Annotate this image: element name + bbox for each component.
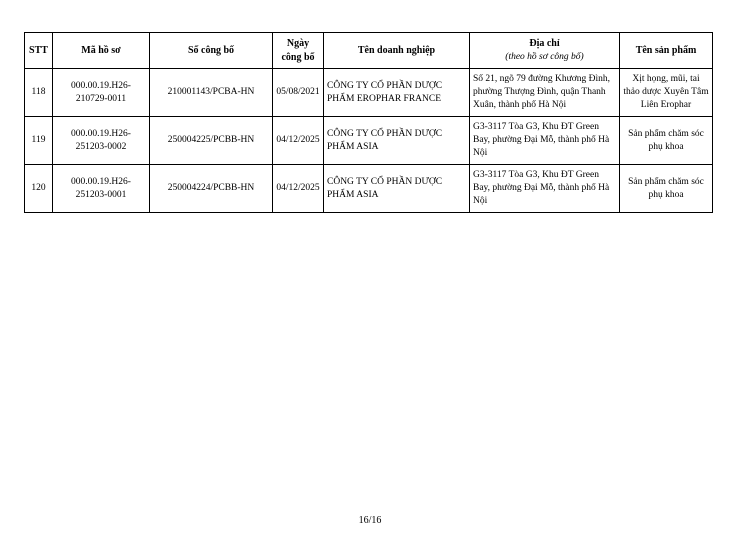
cell-ten-san-pham: Sản phẩm chăm sóc phụ khoa <box>620 165 713 213</box>
cell-ma-ho-so: 000.00.19.H26-210729-0011 <box>53 69 150 117</box>
cell-stt: 118 <box>25 69 53 117</box>
header-so-cong-bo: Số công bố <box>150 33 273 69</box>
header-ten-san-pham: Tên sản phẩm <box>620 33 713 69</box>
cell-ten-san-pham: Sản phẩm chăm sóc phụ khoa <box>620 117 713 165</box>
header-ma-ho-so: Mã hồ sơ <box>53 33 150 69</box>
header-ten-doanh-nghiep: Tên doanh nghiệp <box>324 33 470 69</box>
table-row <box>25 117 713 165</box>
cell-ngay-cong-bo: 04/12/2025 <box>273 117 324 165</box>
page-number: 16/16 <box>358 515 382 526</box>
cell-ma-ho-so: 000.00.19.H26-251203-0001 <box>53 165 150 213</box>
cell-so-cong-bo: 210001143/PCBA-HN <box>150 69 273 117</box>
table-row <box>25 165 713 213</box>
cell-so-cong-bo: 250004224/PCBB-HN <box>150 165 273 213</box>
cell-ma-ho-so: 000.00.19.H26-251203-0002 <box>53 117 150 165</box>
cell-so-cong-bo: 250004225/PCBB-HN <box>150 117 273 165</box>
cell-ngay-cong-bo: 04/12/2025 <box>273 165 324 213</box>
cell-dia-chi: Số 21, ngõ 79 đường Khương Đình, phường Thượng Đình, quận Thanh Xuân, thành phố Hà Nội <box>470 69 620 117</box>
table-header-row <box>25 33 713 69</box>
product-registration-table <box>24 32 713 213</box>
cell-ten-doanh-nghiep: CÔNG TY CỔ PHẦN DƯỢC PHẨM ASIA <box>324 165 470 213</box>
cell-ten-doanh-nghiep: CÔNG TY CỔ PHẦN DƯỢC PHẨM EROPHAR FRANCE <box>324 69 470 117</box>
header-ngay-cong-bo: Ngày công bố <box>273 33 324 69</box>
cell-dia-chi: G3-3117 Tòa G3, Khu ĐT Green Bay, phường Đại Mỗ, thành phố Hà Nội <box>470 165 620 213</box>
cell-stt: 120 <box>25 165 53 213</box>
cell-ten-doanh-nghiep: CÔNG TY CỔ PHẦN DƯỢC PHẨM ASIA <box>324 117 470 165</box>
cell-stt: 119 <box>25 117 53 165</box>
cell-ngay-cong-bo: 05/08/2021 <box>273 69 324 117</box>
cell-dia-chi: G3-3117 Tòa G3, Khu ĐT Green Bay, phường Đại Mỗ, thành phố Hà Nội <box>470 117 620 165</box>
table-row <box>25 69 713 117</box>
header-dia-chi <box>470 33 620 69</box>
cell-ten-san-pham: Xịt họng, mũi, tai thảo dược Xuyên Tâm Liên Erophar <box>620 69 713 117</box>
header-dia-chi-label: Địa chỉ <box>529 38 560 50</box>
header-stt: STT <box>25 33 53 69</box>
header-dia-chi-note: (theo hồ sơ công bố) <box>505 51 584 62</box>
